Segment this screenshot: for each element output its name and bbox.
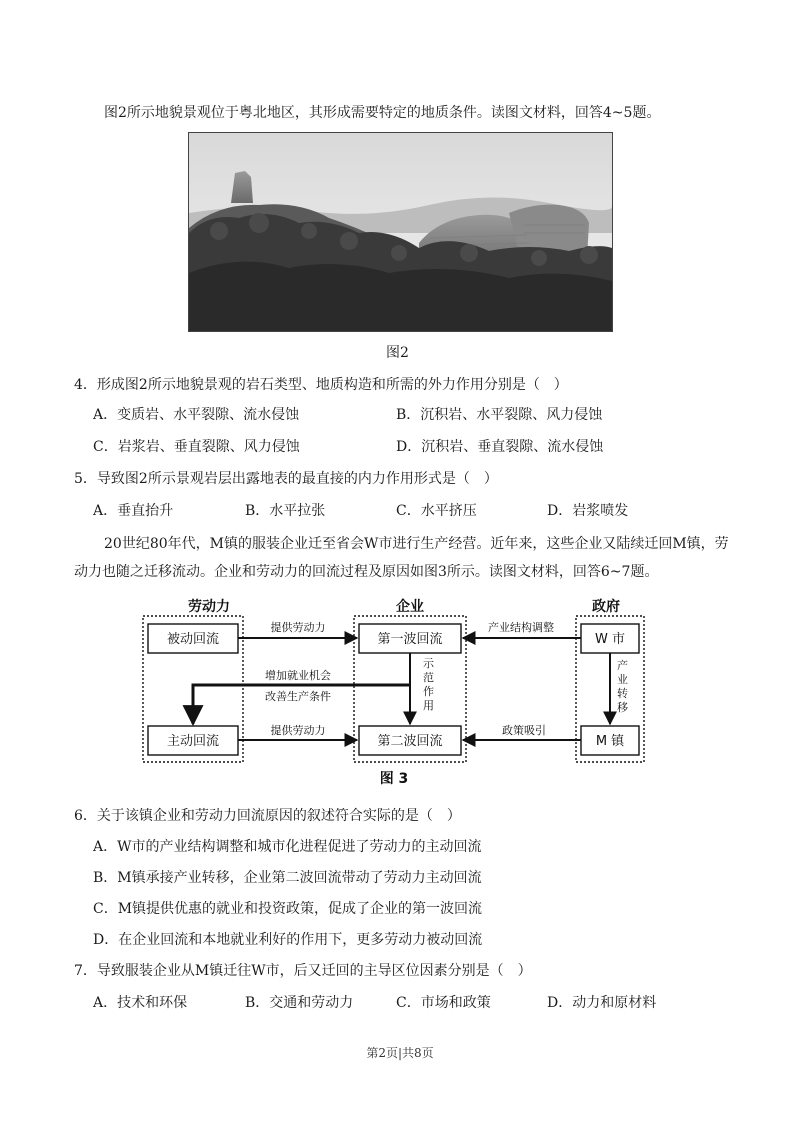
question-7-option-d[interactable]: D．动力和原材料 <box>547 995 657 1011</box>
page-footer: 第2页|共8页 <box>366 1046 434 1060</box>
second-wave-label: 第二波回流 <box>377 734 443 749</box>
demo-effect-char-2: 范 <box>423 671 434 684</box>
provide-labor-top-label: 提供劳动力 <box>270 621 326 634</box>
industry-transfer-label <box>617 658 628 714</box>
first-wave-label: 第一波回流 <box>377 632 443 647</box>
intro-text: 图2所示地貌景观位于粤北地区，其形成需要特定的地质条件。读图文材料，回答4~5题。 <box>104 105 661 121</box>
question-7-option-b[interactable]: B．交通和劳动力 <box>245 995 354 1011</box>
question-5-option-c[interactable]: C．水平挤压 <box>396 503 477 519</box>
demo-effect-char-1: 示 <box>423 657 434 670</box>
column-government-label: 政府 <box>592 599 620 615</box>
active-return-label: 主动回流 <box>166 734 220 749</box>
intro-2-line-1: 20世纪80年代，M镇的服装企业迁至省会W市进行生产经营。近年来，这些企业又陆续迁回M镇，劳 <box>104 536 729 552</box>
policy-attract-label: 政策吸引 <box>502 724 546 737</box>
question-5-option-a[interactable]: A．垂直抬升 <box>93 503 174 519</box>
figure-2-caption: 图2 <box>386 345 409 361</box>
question-4-option-d[interactable]: D．沉积岩、垂直裂隙、流水侵蚀 <box>396 439 604 455</box>
increase-jobs-label: 增加就业机会 <box>265 669 331 682</box>
question-5-option-b[interactable]: B．水平拉张 <box>245 503 326 519</box>
question-4-option-b[interactable]: B．沉积岩、水平裂隙、风力侵蚀 <box>396 407 603 423</box>
intro-2-line-2: 动力也随之迁移流动。企业和劳动力的回流过程及原因如图3所示。读图文材料，回答6~7题。 <box>74 564 659 580</box>
landscape-photo <box>188 132 613 332</box>
w-city-label: W 市 <box>595 632 625 647</box>
question-6-option-b[interactable]: B．M镇承接产业转移，企业第二波回流带动了劳动力主动回流 <box>93 870 482 886</box>
passive-return-label: 被动回流 <box>166 632 220 647</box>
column-enterprise-label: 企业 <box>396 599 424 615</box>
m-town-label: M 镇 <box>595 734 625 749</box>
figure-3-caption: 图 3 <box>379 771 409 787</box>
industry-transfer-char-4: 移 <box>617 701 628 714</box>
question-7-stem: 7．导致服装企业从M镇迁往W市，后又迁回的主导区位因素分别是（ ） <box>74 963 532 979</box>
question-4-option-c[interactable]: C．岩浆岩、垂直裂隙、风力侵蚀 <box>93 439 300 455</box>
question-4-stem: 4．形成图2所示地貌景观的岩石类型、地质构造和所需的外力作用分别是（ ） <box>74 377 568 393</box>
column-labor-label: 劳动力 <box>188 599 230 615</box>
question-4-option-a[interactable]: A．变质岩、水平裂隙、流水侵蚀 <box>93 407 300 423</box>
industry-transfer-char-3: 转 <box>617 687 628 700</box>
industry-adjust-label: 产业结构调整 <box>488 621 554 634</box>
question-6-option-a[interactable]: A．W市的产业结构调整和城市化进程促进了劳动力的主动回流 <box>93 839 482 855</box>
question-5-stem: 5．导致图2所示景观岩层出露地表的最直接的内力作用形式是（ ） <box>74 471 498 487</box>
question-5-option-d[interactable]: D．岩浆喷发 <box>547 503 629 519</box>
question-6-option-d[interactable]: D．在企业回流和本地就业利好的作用下，更多劳动力被动回流 <box>93 932 483 948</box>
question-7-option-a[interactable]: A．技术和环保 <box>93 995 188 1011</box>
industry-transfer-char-1: 产 <box>617 659 628 672</box>
demo-effect-char-3: 作 <box>423 685 434 698</box>
flow-diagram <box>140 597 650 792</box>
demo-effect-label <box>423 657 435 712</box>
improve-conditions-label: 改善生产条件 <box>265 690 331 703</box>
question-6-stem: 6．关于该镇企业和劳动力回流原因的叙述符合实际的是（ ） <box>74 808 461 824</box>
demo-effect-char-4: 用 <box>423 699 434 712</box>
provide-labor-bottom-label: 提供劳动力 <box>270 724 326 737</box>
industry-transfer-char-2: 业 <box>617 673 628 686</box>
question-6-option-c[interactable]: C．M镇提供优惠的就业和投资政策，促成了企业的第一波回流 <box>93 901 483 917</box>
question-7-option-c[interactable]: C．市场和政策 <box>396 995 491 1011</box>
